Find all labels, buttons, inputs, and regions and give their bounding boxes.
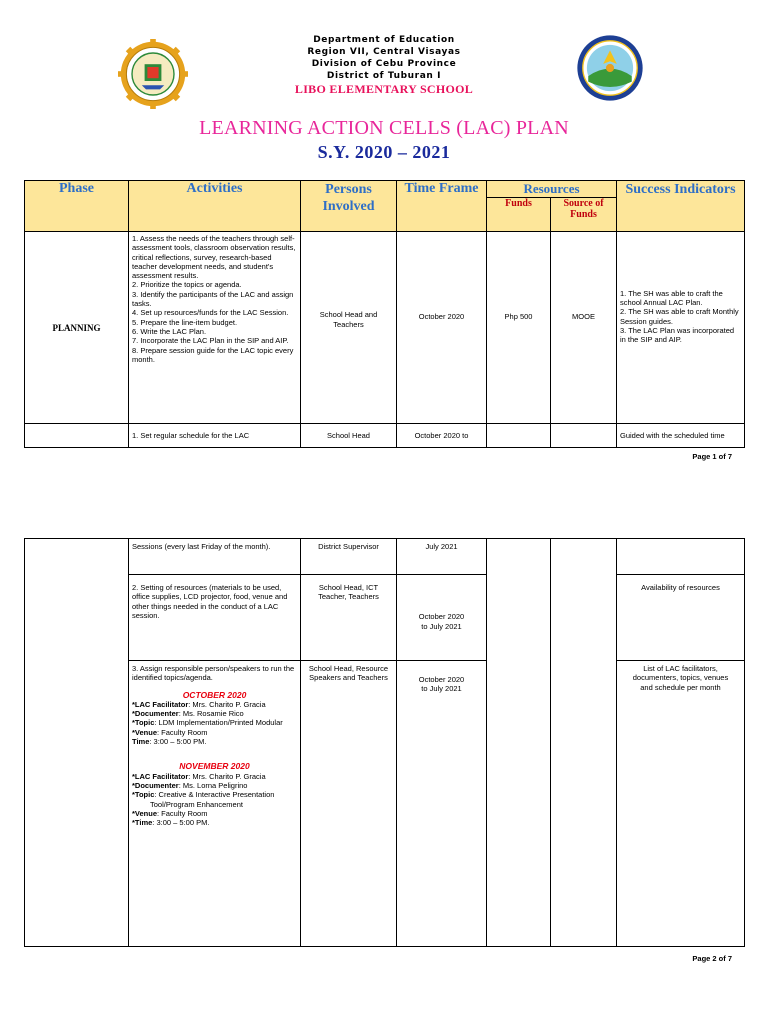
activities-header: Activities — [129, 181, 301, 232]
school-year: S.Y. 2020 – 2021 — [317, 142, 451, 162]
value: : Creative & Interactive Presentation — [154, 790, 275, 800]
page-number: Page 2 of 7 — [692, 954, 732, 963]
time-frame-value: October 2020 to July 2021 — [418, 612, 465, 631]
activities-cell — [129, 424, 301, 448]
table-row — [25, 661, 745, 947]
success-indicators-header: Success Indicators — [617, 181, 745, 232]
source-cell — [551, 424, 617, 448]
department-line: Department of Education — [313, 35, 455, 45]
indicators-cell — [617, 575, 745, 661]
source-cell — [551, 539, 617, 947]
time-frame-cell — [397, 232, 487, 424]
source-cell — [551, 232, 617, 424]
value: : Ms. Lorna Peligrino — [178, 780, 248, 790]
funds-header: Funds — [487, 198, 551, 232]
table-row — [25, 575, 745, 661]
value: : Mrs. Charito P. Gracia — [188, 771, 266, 781]
table-row — [25, 424, 745, 448]
label: *Time — [132, 818, 153, 828]
label: *LAC Facilitator — [132, 699, 189, 709]
time-frame-cell — [397, 424, 487, 448]
funds-value: Php 500 — [504, 311, 533, 321]
district-line: District of Tuburan I — [326, 71, 442, 81]
value: : Faculty Room — [157, 808, 208, 818]
activities-cell — [129, 575, 301, 661]
value: : 3:00 – 5:00 PM. — [152, 818, 210, 828]
table-row — [25, 232, 745, 424]
value: : Mrs. Charito P. Gracia — [188, 699, 266, 709]
persons-value: School Head, ICT Teacher, Teachers — [318, 583, 379, 602]
funds-cell — [487, 424, 551, 448]
time-frame-value: October 2020 to — [414, 430, 469, 440]
time-frame-cell — [397, 575, 487, 661]
persons-cell — [301, 232, 397, 424]
phase-cell — [25, 232, 129, 424]
label: *Venue — [132, 808, 158, 818]
indicator-item: 3. The LAC Plan was incorporated in the SIP and AIP. — [620, 325, 735, 345]
persons-value: District Supervisor — [318, 542, 379, 551]
persons-cell — [301, 575, 397, 661]
label: *Documenter — [132, 780, 179, 790]
persons-value: School Head and Teachers — [319, 310, 378, 329]
activity-item: 3. Identify the participants of the LAC and assign tasks. — [132, 289, 294, 309]
source-value: MOOE — [572, 311, 595, 321]
lac-plan-table-page-1 — [24, 180, 745, 448]
activity-item: 1. Assess the needs of the teachers through self-assessment tools, classroom observation results, critical reflections, survey, research-based teacher development needs, and student's assessment results. — [132, 234, 296, 281]
page-1 — [0, 0, 768, 470]
funds-cell — [487, 539, 551, 947]
value: : 3:00 – 5:00 PM. — [149, 737, 207, 747]
time-frame-value: July 2021 — [425, 542, 458, 551]
value: : Faculty Room — [157, 727, 208, 737]
table-row — [25, 539, 745, 575]
activity-item: 8. Prepare session guide for the LAC topic every month. — [132, 345, 294, 364]
time-frame-cell — [397, 539, 487, 575]
persons-cell — [301, 661, 397, 947]
persons-header: Persons Involved — [301, 181, 397, 232]
indicator-item: 1. The SH was able to craft the school Annual LAC Plan. — [620, 288, 723, 307]
persons-value: School Head — [327, 430, 370, 440]
value: Tool/Program Enhancement — [150, 799, 243, 809]
activities-cell — [129, 539, 301, 575]
label: *Topic — [132, 790, 155, 800]
phase-header: Phase — [25, 181, 129, 232]
persons-cell — [301, 424, 397, 448]
school-name: LIBO ELEMENTARY SCHOOL — [294, 82, 474, 96]
indicators-cell — [617, 424, 745, 448]
phase-cell — [25, 424, 129, 448]
time-frame-cell — [397, 661, 487, 947]
time-frame-value: October 2020 to July 2021 — [418, 675, 465, 694]
activity-item: 4. Set up resources/funds for the LAC Session. — [132, 308, 289, 318]
activity-item: 7. Incorporate the LAC Plan in the SIP and AIP. — [132, 336, 289, 346]
indicators-cell — [617, 539, 745, 575]
page-number: Page 1 of 7 — [692, 452, 732, 461]
funds-cell — [487, 232, 551, 424]
division-line: Division of Cebu Province — [311, 59, 457, 69]
source-of-funds-header: Source of Funds — [551, 198, 617, 232]
indicator-item: Guided with the scheduled time — [620, 430, 725, 440]
activity-item: 2. Prioritize the topics or agenda. — [132, 280, 242, 290]
activity-item: 2. Setting of resources (materials to be used, office supplies, LCD projector, food, venue and other things needed in the conduct of a LAC session. — [132, 583, 288, 620]
lac-plan-table-page-2 — [24, 538, 745, 947]
label: Time — [132, 737, 150, 747]
activity-item: 3. Assign responsible person/speakers to run the identified topics/agenda. — [132, 664, 295, 683]
indicators-cell — [617, 232, 745, 424]
label: *Venue — [132, 727, 158, 737]
activity-item: 1. Set regular schedule for the LAC — [132, 430, 250, 440]
page-2 — [0, 510, 768, 1024]
activities-cell — [129, 232, 301, 424]
region-line: Region VII, Central Visayas — [307, 47, 461, 57]
indicator-item: 2. The SH was able to craft Monthly Session guides. — [620, 307, 739, 326]
value: : LDM Implementation/Printed Modular — [154, 718, 283, 728]
phase-planning: PLANNING — [52, 322, 101, 333]
activity-item: 5. Prepare the line-item budget. — [132, 317, 238, 327]
resources-header: Resources — [487, 181, 617, 198]
time-frame-value: October 2020 — [418, 311, 465, 321]
label: *Documenter — [132, 709, 179, 719]
month-october-2020: OCTOBER 2020 — [182, 689, 247, 700]
label: *Topic — [132, 718, 155, 728]
indicator-item: Availability of resources — [641, 583, 720, 592]
letterhead — [0, 34, 768, 96]
month-november-2020: NOVEMBER 2020 — [179, 761, 250, 772]
persons-cell — [301, 539, 397, 575]
activity-item: Sessions (every last Friday of the month). — [132, 542, 271, 551]
activity-item: 6. Write the LAC Plan. — [132, 326, 207, 336]
value: : Ms. Rosamie Rico — [178, 709, 244, 719]
persons-value: School Head, Resource Speakers and Teachers — [308, 664, 389, 683]
indicators-cell — [617, 661, 745, 947]
document-title: LEARNING ACTION CELLS (LAC) PLAN — [199, 117, 569, 139]
label: *LAC Facilitator — [132, 771, 189, 781]
phase-cell — [25, 539, 129, 947]
indicator-item: List of LAC facilitators, documenters, topics, venues and schedule per month — [632, 664, 729, 692]
time-frame-header: Time Frame — [397, 181, 487, 232]
activities-cell — [129, 661, 301, 947]
